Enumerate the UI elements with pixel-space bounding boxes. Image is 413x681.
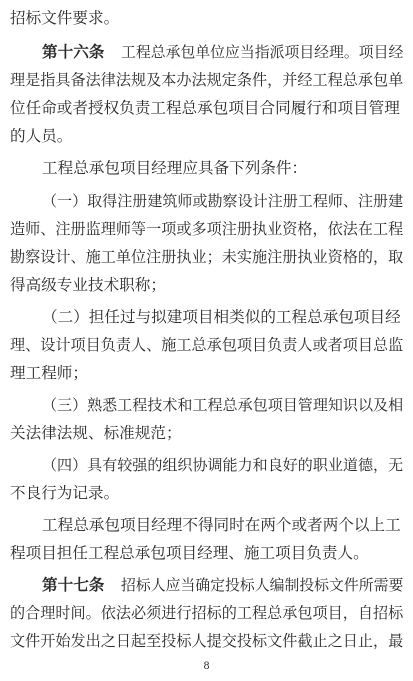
text-line: 得高级专业技术职称； (10, 276, 166, 294)
text-line: 理工程师； (10, 364, 88, 382)
text-line: 招标文件要求。 (10, 9, 120, 27)
text-line: 不良行为记录。 (10, 484, 120, 502)
text-line: 工程总承包项目经理不得同时在两个或者两个以上工 (42, 516, 401, 534)
text-line: （二）担任过与拟建项目相类似的工程总承包项目经 (42, 308, 401, 326)
article-17-heading: 第十七条 (42, 575, 105, 594)
text-line: 文件开始发出之日起至投标人提交投标文件截止之日止，最 (10, 632, 404, 650)
text-line: 程项目担任工程总承包项目经理、施工项目负责人。 (10, 544, 369, 562)
text-line: 的人员。 (10, 127, 73, 145)
text-line: 招标人应当确定投标人编制投标文件所需要 (121, 576, 404, 594)
text-line: 造师、注册监理师等一项或多项注册执业资格，依法在工程 (10, 220, 404, 238)
text-line: 理是指具备法律法规及本办法规定条件，并经工程总承包单 (10, 71, 404, 89)
text-line: 工程总承包单位应当指派项目经理。项目经 (121, 43, 404, 61)
text-line: 的合理时间。依法必须进行招标的工程总承包项目，自招标 (10, 604, 404, 622)
text-line: （四）具有较强的组织协调能力和良好的职业道德，无 (42, 456, 404, 474)
text-line: 工程总承包项目经理应具备下列条件： (42, 159, 308, 177)
page-number: 8 (203, 661, 210, 672)
text-line: 位任命或者授权负责工程总承包项目合同履行和项目管理 (10, 99, 400, 117)
text-line: 关法律法规、标准规范； (10, 424, 182, 442)
article-16-heading: 第十六条 (42, 42, 105, 61)
text-line: （一）取得注册建筑师或勘察设计注册工程师、注册建 (42, 192, 404, 210)
text-line: 理、设计项目负责人、施工总承包项目负责人或者项目总监 (10, 336, 404, 354)
text-line: （三）熟悉工程技术和工程总承包项目管理知识以及相 (42, 396, 404, 414)
text-line: 勘察设计、施工单位注册执业；未实施注册执业资格的，取 (10, 248, 404, 266)
